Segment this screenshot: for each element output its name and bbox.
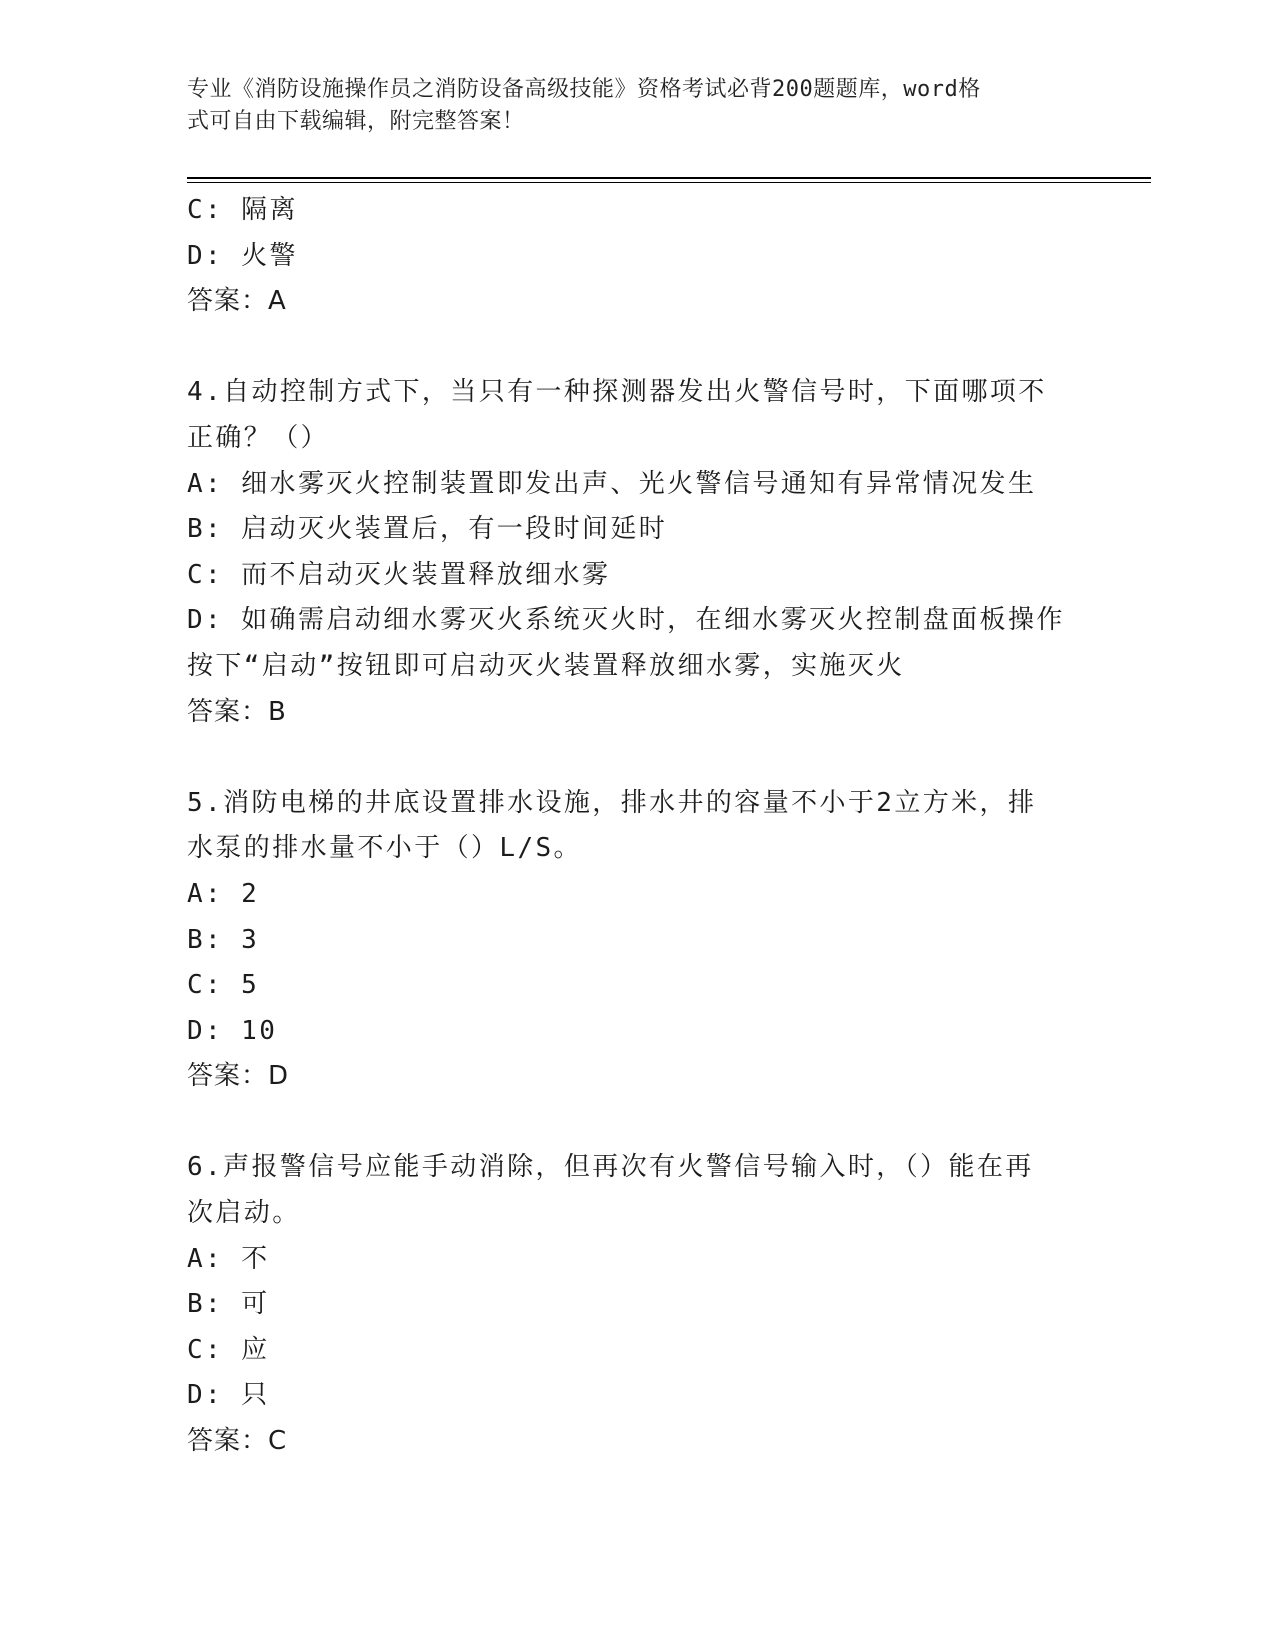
header-divider-thick [187, 177, 1151, 179]
option-b: B: 3 [187, 924, 260, 955]
option-c: C: 应 [187, 1334, 270, 1365]
option-d: D: 只 [187, 1380, 270, 1411]
option-b: B: 可 [187, 1289, 270, 1320]
option-d-continued: 按下“启动”按钮即可启动灭火装置释放细水雾，实施灭火 [187, 650, 905, 681]
spacer [187, 735, 1087, 781]
question-stem-continued: 正确？（） [187, 422, 330, 453]
option-d: D: 火警 [187, 240, 298, 271]
question-stem: 4.自动控制方式下，当只有一种探测器发出火警信号时，下面哪项不 [187, 377, 1047, 408]
option-b: B: 启动灭火装置后，有一段时间延时 [187, 514, 668, 545]
question-block-6 [187, 1145, 1087, 1464]
answer-line: 答案：C [187, 1426, 288, 1457]
option-a: A: 细水雾灭火控制装置即发出声、光火警信号通知有异常情况发生 [187, 468, 1037, 499]
answer-line: 答案：B [187, 696, 287, 727]
question-stem-continued: 水泵的排水量不小于（）L/S。 [187, 833, 582, 864]
header-divider-thin [187, 182, 1151, 183]
question-content [187, 188, 1087, 1465]
option-c: C: 隔离 [187, 195, 298, 225]
option-a: A: 不 [187, 1243, 270, 1274]
question-block-3-partial [187, 188, 1087, 325]
option-d: D: 10 [187, 1015, 278, 1046]
question-block-5 [187, 781, 1087, 1100]
option-c: C: 而不启动灭火装置释放细水雾 [187, 559, 611, 590]
answer-line: 答案：A [187, 286, 287, 317]
option-c: C: 5 [187, 970, 260, 1001]
header-title-line-2: 式可自由下载编辑，附完整答案！ [187, 109, 525, 134]
question-stem: 6.声报警信号应能手动消除，但再次有火警信号输入时，（）能在再 [187, 1152, 1034, 1183]
document-header [187, 74, 1067, 138]
question-block-4 [187, 370, 1087, 735]
answer-line: 答案：D [187, 1061, 290, 1092]
spacer [187, 325, 1087, 371]
question-stem: 5.消防电梯的井底设置排水设施，排水井的容量不小于2立方米，排 [187, 787, 1037, 818]
question-stem-continued: 次启动。 [187, 1198, 301, 1229]
spacer [187, 1100, 1087, 1146]
option-a: A: 2 [187, 878, 260, 909]
header-title-line-1: 专业《消防设施操作员之消防设备高级技能》资格考试必背200题题库，word格 [187, 77, 981, 102]
option-d: D: 如确需启动细水雾灭火系统灭火时，在细水雾灭火控制盘面板操作 [187, 605, 1065, 636]
